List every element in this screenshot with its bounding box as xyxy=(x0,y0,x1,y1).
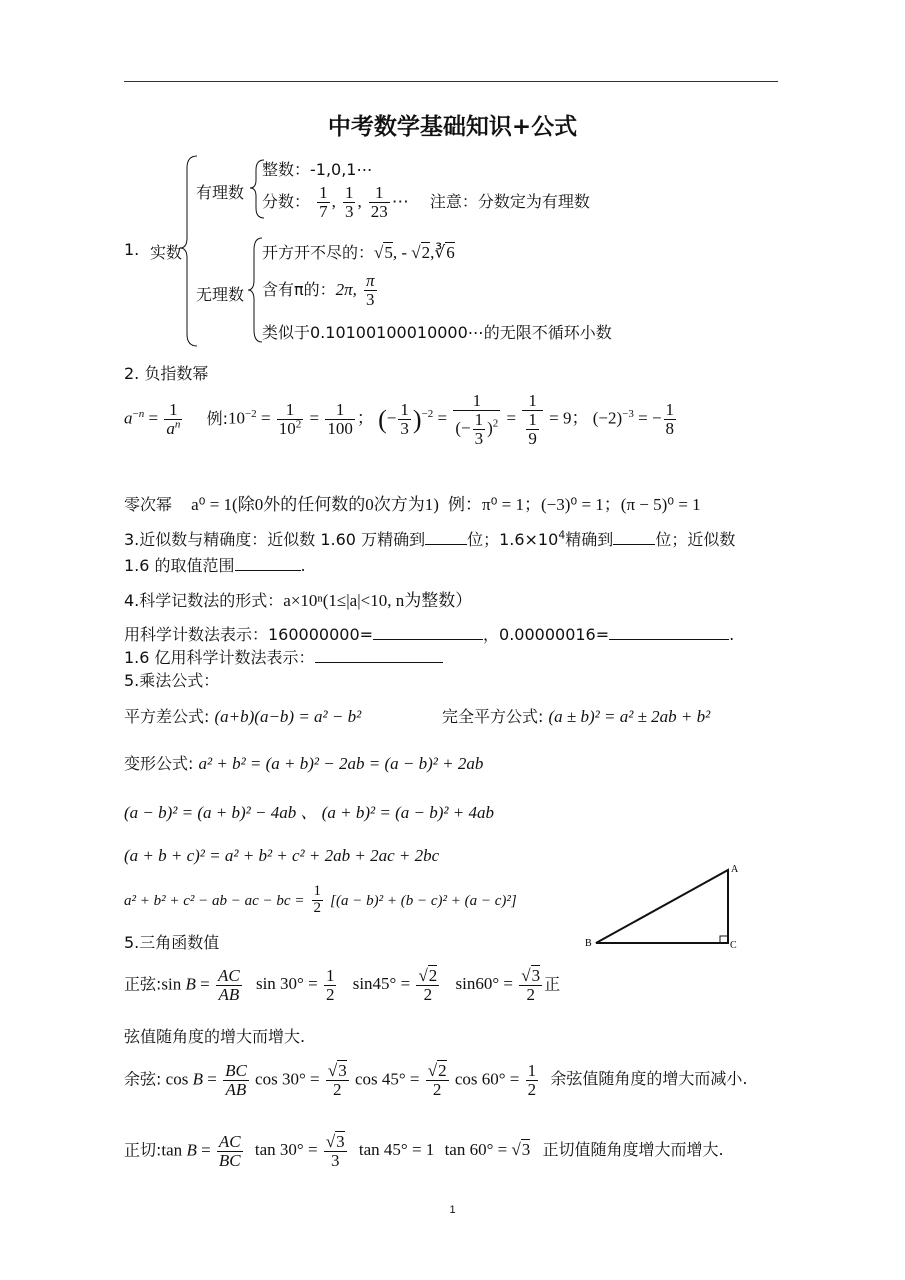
variant-formula-1: 变形公式: a² + b² = (a + b)² − 2ab = (a − b)² + 2ab xyxy=(124,754,484,773)
sec2-heading: 2. 负指数幂 xyxy=(124,364,209,383)
fraction-line: 分数： $\frac{1}{7}$ , $\frac{1}{3}$ , $\frac{1}{23}$ ⋯ 注意：分数定为有理数 xyxy=(262,183,590,221)
tangent-line: 正切:tan B = $\frac{AC}{BC}$ tan 30° = $\frac{√3}{3}$ tan 45° = 1 tan 60° = √3 正切值随角度增大而增大. xyxy=(124,1132,724,1170)
sec3-line2: 1.6 的取值范围 . xyxy=(124,556,306,575)
vertex-c-label: C xyxy=(730,940,737,951)
fraction-1-7: $\frac{1}{7}$ xyxy=(319,183,328,221)
fraction-pi-3: $\frac{\pi}{3}$ xyxy=(366,271,375,309)
sine-line: 正弦:sin B = $\frac{AC}{AB}$ sin 30° = $\frac{1}{2}$ sin45° = $\frac{√2}{2}$ sin60° = $\frac{√3}{2}$ 正 xyxy=(124,966,561,1004)
page-number: 1 xyxy=(449,1204,456,1216)
fraction-1-23: $\frac{1}{23}$ xyxy=(370,183,388,221)
vertex-a-label: A xyxy=(731,864,739,875)
rational-label: 有理数 xyxy=(196,183,245,202)
zero-power-line: 零次幂 a⁰ = 1(除0外的任何数的0次方为1) 例：π⁰ = 1；(−3)⁰ = 1；(π − 5)⁰ = 1 xyxy=(124,495,701,514)
variant-formula-4: a² + b² + c² − ab − ac − bc = $\frac{1}{2}$ [(a − b)² + (b − c)² + (a − c)²] xyxy=(124,883,517,916)
sec4-heading-line: 4.科学记数法的形式：a×10ⁿ(1≤|a|<10, n为整数） xyxy=(124,591,473,610)
decimal-line: 类似于0.10100100010000⋯的无限不循环小数 xyxy=(262,323,612,342)
difference-of-squares: 平方差公式: (a+b)(a−b) = a² − b² xyxy=(124,707,362,726)
sec4-line2: 用科学计数法表示：160000000= ，0.00000016= . xyxy=(124,625,735,644)
negative-power-formula: $a^{-n}$ = $\frac{1}{a^n}$ 例$:10^{-2}$ = $\frac{1}{10^2}$ = $\frac{1}{100}$ ； (− $\frac{1}{3}$ )$^{-2}$ = 1 (− $\frac{1}{3}$ )$^2$ = $\frac{1}{\frac{1}{9}}$ = 9； $(-2)^{-3}$ = − $\frac{1}{8}$ xyxy=(124,391,675,448)
vertex-b-label: B xyxy=(585,938,592,949)
variant-formula-3: (a + b + c)² = a² + b² + c² + 2ab + 2ac + 2bc xyxy=(124,846,440,865)
sec4-line3: 1.6 亿用科学计数法表示： xyxy=(124,645,443,668)
integer-line: 整数：-1,0,1⋯ xyxy=(262,160,373,179)
fraction-1-3: $\frac{1}{3}$ xyxy=(344,183,354,221)
brace-diagram xyxy=(0,0,905,360)
sec6-heading: 5.三角函数值 xyxy=(124,933,220,952)
real-number-label: 实数 xyxy=(150,243,183,262)
pi-line: 含有π的：2π, $\frac{\pi}{3}$ xyxy=(262,271,375,309)
irrational-label: 无理数 xyxy=(196,285,245,304)
page-title: 中考数学基础知识+公式 xyxy=(327,114,578,140)
cosine-line: 余弦: cos B = $\frac{BC}{AB}$ cos 30° = $\frac{√3}{2}$ cos 45° = $\frac{√2}{2}$ cos 60° = $\frac{1}{2}$ 余弦值随角度的增大而减小. xyxy=(124,1061,748,1099)
perfect-square: 完全平方公式: (a ± b)² = a² ± 2ab + b² xyxy=(442,707,711,726)
sec3-line1: 3.近似数与精确度：近似数 1.60 万精确到 位；$1.6\times 10^4$精确到 位；近似数 xyxy=(124,528,736,549)
sec1-number: 1. xyxy=(124,240,140,259)
sec5-heading: 5.乘法公式： xyxy=(124,671,220,690)
sine-note: 弦值随角度的增大而增大. xyxy=(124,1027,306,1046)
root-line: 开方开不尽的：√5, - √2,∛6 xyxy=(262,243,455,262)
fraction-note: 注意：分数定为有理数 xyxy=(429,191,590,211)
fraction-prefix: 分数： xyxy=(262,191,311,211)
variant-formula-2: (a − b)² = (a + b)² − 4ab 、 (a + b)² = (a − b)² + 4ab xyxy=(124,803,494,822)
right-triangle-figure xyxy=(580,860,750,955)
